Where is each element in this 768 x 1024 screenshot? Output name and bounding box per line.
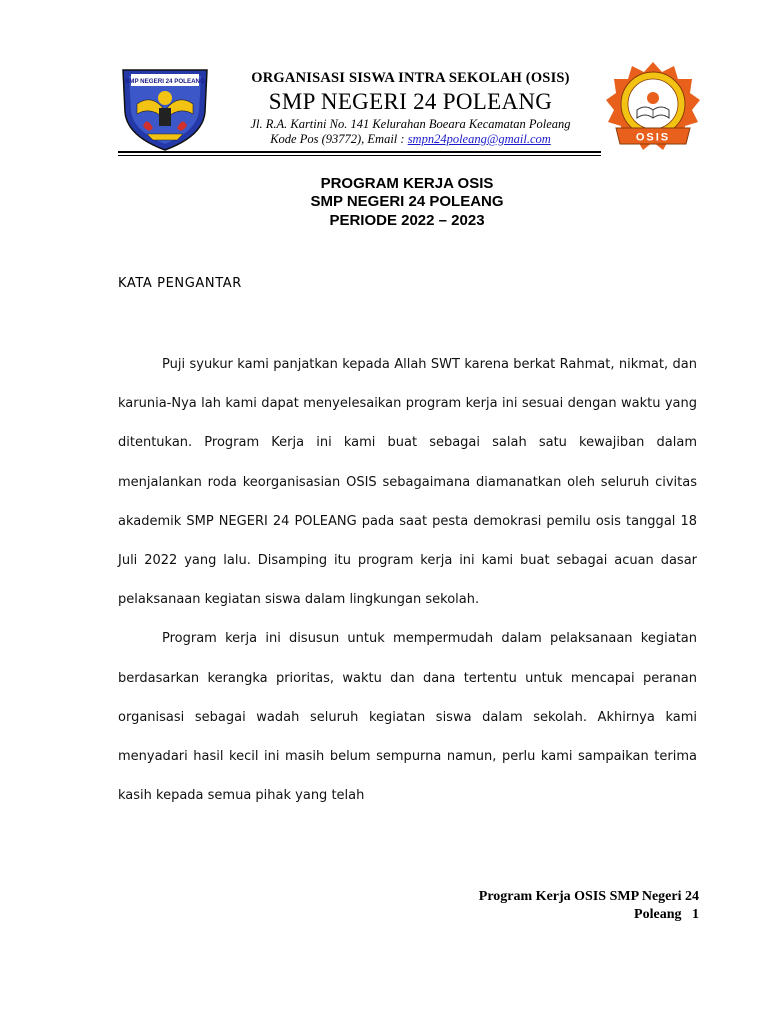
- document-title-line-3: PERIODE 2022 – 2023: [329, 212, 485, 229]
- footer-line-2: [479, 906, 699, 924]
- school-name: SMP NEGERI 24 POLEANG: [268, 89, 553, 114]
- address-line: Jl. R.A. Kartini No. 141 Kelurahan Boeara Kecamatan Poleang: [250, 117, 571, 131]
- page-number: 1: [692, 907, 699, 922]
- address-block: [208, 117, 613, 147]
- osis-emblem-logo: [606, 60, 700, 156]
- document-title-line-1: PROGRAM KERJA OSIS: [320, 175, 494, 192]
- organization-name: ORGANISASI SISWA INTRA SEKOLAH (OSIS): [251, 70, 570, 86]
- footer-school-suffix: Poleang: [634, 907, 682, 922]
- paragraph-1: Puji syukur kami panjatkan kepada Allah SWT karena berkat Rahmat, nikmat, dan karunia-Nya lah kami dapat menyelesaikan program kerja ini sesuai dengan waktu yang ditentukan. Program Kerja ini kami buat sebagai salah satu kewajiban dalam menjalankan roda keorganisasian OSIS sebagaimana diamanatkan oleh seluruh civitas akademik SMP NEGERI 24 POLEANG pada saat pesta demokrasi pemilu osis tanggal 18 Juli 2022 yang lalu. Disamping itu program kerja ini kami buat sebagai acuan dasar pelaksanaan kegiatan siswa dalam lingkungan sekolah.: [118, 357, 697, 608]
- letterhead-rule-thick: [118, 151, 601, 153]
- section-heading: KATA PENGANTAR: [118, 276, 242, 291]
- school-shield-logo: [117, 64, 213, 152]
- postal-email-prefix: Kode Pos (93772), Email :: [270, 132, 405, 146]
- postal-email-line: [208, 132, 613, 147]
- body-text: [118, 345, 697, 815]
- paragraph-2: Program kerja ini disusun untuk mempermudah dalam pelaksanaan kegiatan berdasarkan kerangka prioritas, waktu dan dana tertentu untuk mencapai peranan organisasi sebagai wadah seluruh kegiatan siswa dalam sekolah. Akhirnya kami menyadari hasil kecil ini masih belum sempurna namun, perlu kami sampaikan terima kasih kepada semua pihak yang telah: [118, 631, 697, 804]
- shield-logo-text: SMP NEGERI 24 POLEANG: [125, 78, 205, 85]
- page-footer: [479, 888, 699, 924]
- document-title-line-2: SMP NEGERI 24 POLEANG: [310, 193, 504, 210]
- footer-line-1: Program Kerja OSIS SMP Negeri 24: [478, 889, 699, 904]
- osis-logo-text: OSIS: [635, 131, 671, 144]
- letterhead-rule-thin: [118, 155, 601, 156]
- email-link[interactable]: smpn24poleang@gmail.com: [407, 132, 551, 146]
